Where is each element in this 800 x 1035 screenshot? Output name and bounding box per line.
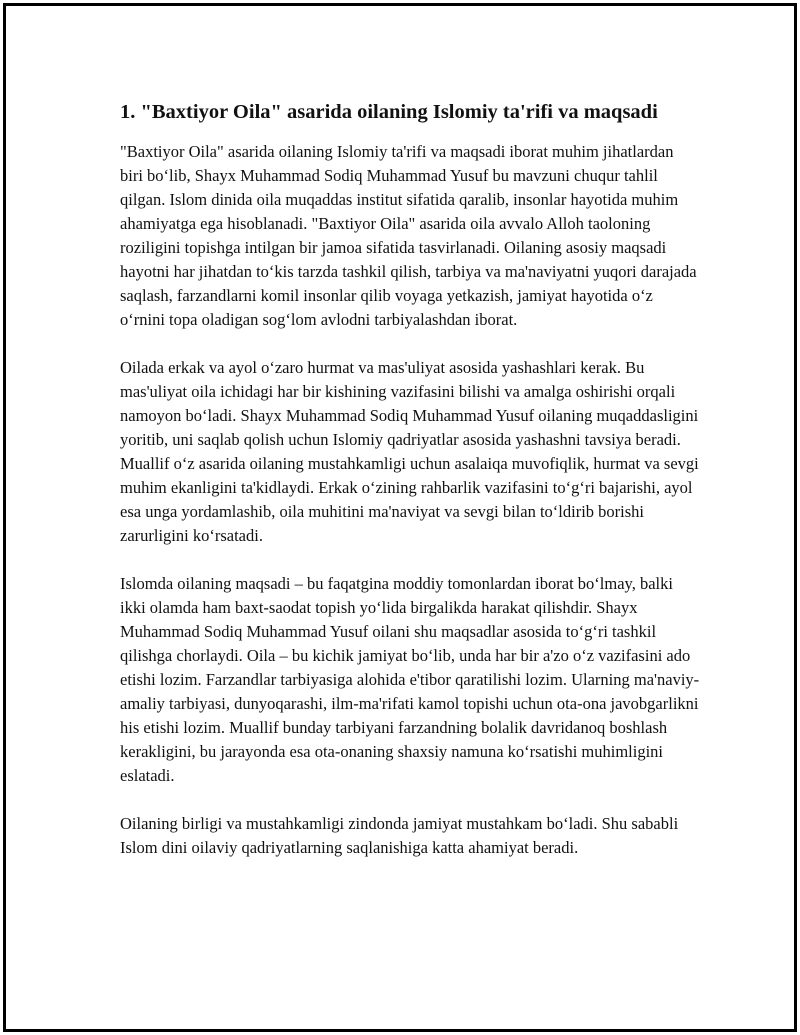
paragraph-3: Islomda oilaning maqsadi – bu faqatgina moddiy tomonlardan iborat bo‘lmay, balki ikki olamda ham baxt-saodat topish yo‘lida birgalikda harakat qilishdir. Shayx Muhammad Sodiq Muhammad Yusuf oilani shu maqsadlar asosida to‘g‘ri tashkil qilishga chorlaydi. Oila – bu kichik jamiyat bo‘lib, unda har bir a'zo o‘z vazifasini ado etishi lozim. Farzandlar tarbiyasiga alohida e'tibor qaratilishi lozim. Ularning ma'naviy-amaliy tarbiyasi, dunyoqarashi, ilm-ma'rifati kamol topishi uchun ota-ona javobgarlikni his etishi lozim. Muallif bunday tarbiyani farzandning bolalik davridanoq boshlash kerakligini, bu jarayonda esa ota-onaning shaxsiy namuna ko‘rsatishi muhimligini eslatadi. xyxy=(120,574,700,785)
page-frame xyxy=(3,3,797,1032)
section-title: 1. "Baxtiyor Oila" asarida oilaning Islomiy ta'rifi va maqsadi xyxy=(120,101,658,123)
document-body xyxy=(120,98,700,884)
paragraph-4: Oilaning birligi va mustahkamligi zindonda jamiyat mustahkam bo‘ladi. Shu sababli Islom dini oilaviy qadriyatlarning saqlanishiga katta ahamiyat beradi. xyxy=(120,814,679,857)
paragraph-1: "Baxtiyor Oila" asarida oilaning Islomiy ta'rifi va maqsadi iborat muhim jihatlardan biri bo‘lib, Shayx Muhammad Sodiq Muhammad Yusuf bu mavzuni chuqur tahlil qilgan. Islom dinida oila muqaddas institut sifatida qaralib, insonlar hayotida muhim ahamiyatga ega hisoblanadi. "Baxtiyor Oila" asarida oila avvalo Alloh taoloning roziligini topishga intilgan bir jamoa sifatida tasvirlanadi. Oilaning asosiy maqsadi hayotni har jihatdan to‘kis tarzda tashkil qilish, tarbiya va ma'naviyatni yuqori darajada saqlash, farzandlarni komil insonlar qilib voyaga yetkazish, jamiyat hayotida o‘z o‘rnini topa oladigan sog‘lom avlodni tarbiyalashdan iborat. xyxy=(120,142,697,329)
paragraph-2: Oilada erkak va ayol o‘zaro hurmat va mas'uliyat asosida yashashlari kerak. Bu mas'uliyat oila ichidagi har bir kishining vazifasini bilishi va amalga oshirishi orqali namoyon bo‘ladi. Shayx Muhammad Sodiq Muhammad Yusuf oilaning muqaddasligini yoritib, uni saqlab qolish uchun Islomiy qadriyatlar asosida yashashni tavsiya beradi. Muallif o‘z asarida oilaning mustahkamligi uchun asalaiqa muvofiqlik, hurmat va sevgi muhim ekanligini ta'kidlaydi. Erkak o‘zining rahbarlik vazifasini to‘g‘ri bajarishi, ayol esa unga yordamlashib, oila muhitini ma'naviyat va sevgi bilan to‘ldirib borishi zarurligini ko‘rsatadi. xyxy=(120,358,699,545)
